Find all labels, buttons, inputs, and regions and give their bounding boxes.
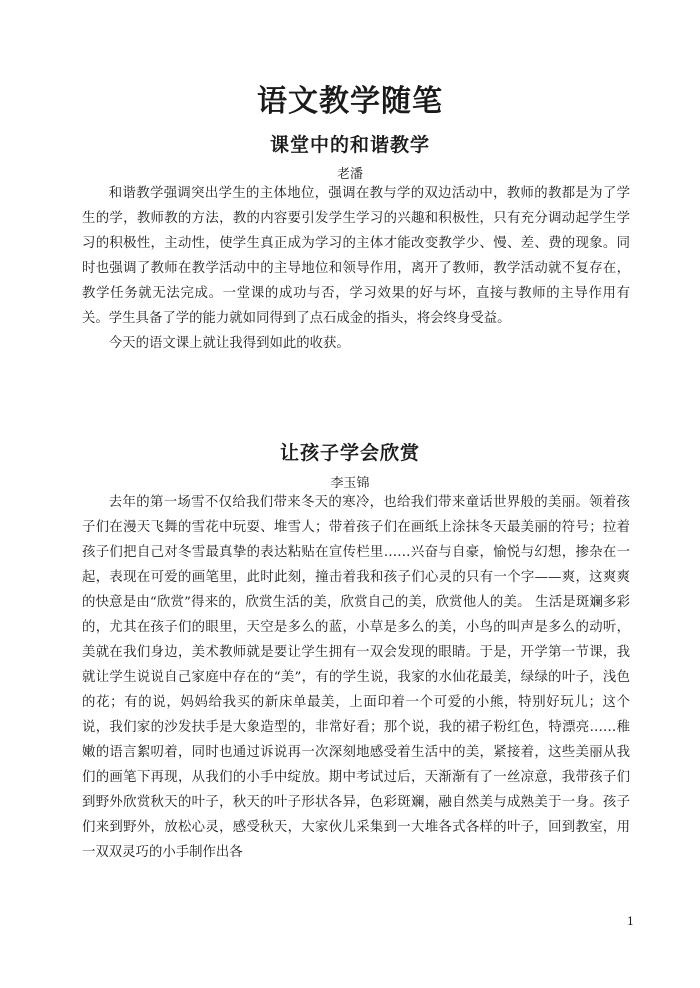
section-1-body	[82, 181, 630, 356]
document-title: 语文教学随笔	[257, 84, 443, 119]
section-2-author: 李玉锦	[330, 476, 370, 491]
page-number: 1	[627, 915, 634, 928]
section-2-heading: 让孩子学会欣赏	[279, 442, 420, 464]
section-1-paragraph: 今天的语文课上就让我得到如此的收获。	[108, 336, 350, 351]
section-1-heading: 课堂中的和谐教学	[269, 134, 430, 156]
section-2-body	[82, 490, 630, 865]
section-2-paragraph: 去年的第一场雪不仅给我们带来冬天的寒冷，也给我们带来童话世界般的美丽。领着孩子们在漫天飞舞的雪花中玩耍、堆雪人；带着孩子们在画纸上涂抹冬天最美丽的符号；拉着孩子们把自己对冬雪最真挚的表达粘贴在宣传栏里……兴奋与自豪，愉悦与幻想，掺杂在一起，表现在可爱的画笔里，此时此刻，撞击着我和孩子们心灵的只有一个字——爽，这爽爽的快意是由“欣赏”得来的，欣赏生活的美，欣赏自己的美，欣赏他人的美。 生活是斑斓多彩的，尤其在孩子们的眼里，天空是多么的蓝，小草是多么的美，小鸟的叫声是多么的动听，美就在我们身边，美术教师就是要让学生拥有一双会发现的眼睛。于是，开学第一节课，我就让学生说说自己家庭中存在的“美”，有的学生说，我家的水仙花最美，绿绿的叶子，浅色的花；有的说，妈妈给我买的新床单最美，上面印着一个可爱的小熊，特别好玩儿；这个说，我们家的沙发扶手是大象造型的，非常好看；那个说，我的裙子粉红色，特漂亮……稚嫩的语言絮叨着，同时也通过诉说再一次深刻地感受着生活中的美，紧接着，这些美丽从我们的画笔下再现，从我们的小手中绽放。期中考试过后，天渐渐有了一丝凉意，我带孩子们到野外欣赏秋天的叶子，秋天的叶子形状各异，色彩斑斓，融自然美与成熟美于一身。孩子们来到野外，放松心灵，感受秋天，大家伙儿采集到一大堆各式各样的叶子，回到教室，用一双双灵巧的小手制作出各	[82, 495, 630, 860]
section-1-author: 老潘	[336, 167, 363, 182]
section-1-paragraph: 和谐教学强调突出学生的主体地位，强调在教与学的双边活动中，教师的教都是为了学生的学，教师教的方法，教的内容要引发学生学习的兴趣和积极性，只有充分调动起学生学习的积极性，主动性，使学生真正成为学习的主体才能改变教学少、慢、差、费的现象。同时也强调了教师在教学活动中的主导地位和领导作用，离开了教师，教学活动就不复存在，教学任务就无法完成。一堂课的成功与否，学习效果的好与坏，直接与教师的主导作用有关。学生具备了学的能力就如同得到了点石成金的指头，将会终身受益。	[82, 186, 630, 326]
